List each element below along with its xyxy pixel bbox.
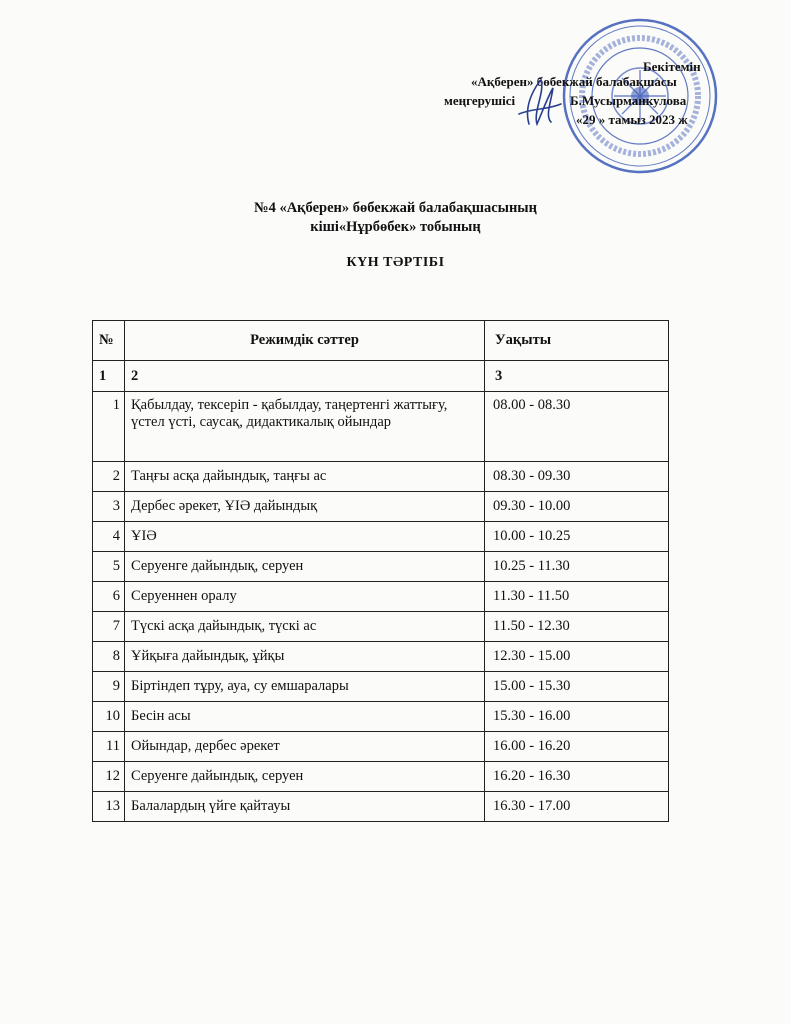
row-activity: Ұйқыға дайындық, ұйқы (125, 642, 485, 672)
table-row (93, 462, 669, 492)
table-header-row (93, 321, 669, 361)
row-time: 08.00 - 08.30 (485, 392, 669, 462)
row-activity: Бесін асы (125, 702, 485, 732)
index-cell: 3 (485, 361, 669, 392)
row-time: 10.00 - 10.25 (485, 522, 669, 552)
row-activity: Серуенге дайындық, серуен (125, 762, 485, 792)
row-number: 11 (93, 732, 125, 762)
row-activity: Серуеннен оралу (125, 582, 485, 612)
schedule-table (92, 320, 669, 822)
table-row (93, 582, 669, 612)
table-row (93, 762, 669, 792)
row-time: 15.00 - 15.30 (485, 672, 669, 702)
index-cell: 2 (125, 361, 485, 392)
column-index-row (93, 361, 669, 392)
table-row (93, 732, 669, 762)
row-time: 08.30 - 09.30 (485, 462, 669, 492)
table-row (93, 792, 669, 822)
table-row (93, 392, 669, 462)
table-row (93, 612, 669, 642)
heading-line-1: №4 «Ақберен» бөбекжай балабақшасының (254, 200, 537, 216)
header-number: № (93, 321, 125, 361)
header-activity: Режимдік сәттер (125, 321, 485, 361)
row-time: 10.25 - 11.30 (485, 552, 669, 582)
row-activity: Серуенге дайындық, серуен (125, 552, 485, 582)
row-number: 6 (93, 582, 125, 612)
row-time: 12.30 - 15.00 (485, 642, 669, 672)
row-activity: Біртіндеп тұру, ауа, су емшаралары (125, 672, 485, 702)
row-number: 5 (93, 552, 125, 582)
row-time: 16.00 - 16.20 (485, 732, 669, 762)
approval-date: «29 » тамыз 2023 ж (576, 112, 688, 127)
table-row (93, 522, 669, 552)
row-number: 8 (93, 642, 125, 672)
page-title: КҮН ТӘРТІБІ (346, 255, 445, 270)
index-cell: 1 (93, 361, 125, 392)
row-time: 16.20 - 16.30 (485, 762, 669, 792)
kindergarten-name: «Ақберен» бөбекжай балабақшасы (471, 74, 677, 89)
manager-name: Б.Мусырманкулова (570, 93, 687, 108)
approved-label: Бекітемін (643, 59, 701, 74)
row-activity: Қабылдау, тексеріп - қабылдау, таңертенгі жаттығу, үстел үсті, саусақ, дидактикалық ойындар (125, 392, 485, 462)
row-time: 16.30 - 17.00 (485, 792, 669, 822)
table-row (93, 702, 669, 732)
row-number: 12 (93, 762, 125, 792)
approval-block (0, 0, 791, 160)
table-row (93, 552, 669, 582)
row-number: 9 (93, 672, 125, 702)
row-time: 11.50 - 12.30 (485, 612, 669, 642)
row-activity: Таңғы асқа дайындық, таңғы ас (125, 462, 485, 492)
row-number: 13 (93, 792, 125, 822)
row-activity: Дербес әрекет, ҰІӘ дайындық (125, 492, 485, 522)
row-time: 15.30 - 16.00 (485, 702, 669, 732)
row-activity: ҰІӘ (125, 522, 485, 552)
row-number: 1 (93, 392, 125, 462)
signature-icon (515, 74, 563, 132)
row-number: 2 (93, 462, 125, 492)
row-number: 7 (93, 612, 125, 642)
header-time: Уақыты (485, 321, 669, 361)
row-number: 10 (93, 702, 125, 732)
row-activity: Балалардың үйге қайтауы (125, 792, 485, 822)
heading-line-2: кіші«Нұрбөбек» тобының (310, 219, 481, 235)
row-activity: Түскі асқа дайындық, түскі ас (125, 612, 485, 642)
table-row (93, 642, 669, 672)
table-row (93, 492, 669, 522)
row-time: 11.30 - 11.50 (485, 582, 669, 612)
row-time: 09.30 - 10.00 (485, 492, 669, 522)
row-activity: Ойындар, дербес әрекет (125, 732, 485, 762)
row-number: 3 (93, 492, 125, 522)
table-row (93, 672, 669, 702)
row-number: 4 (93, 522, 125, 552)
manager-label: меңгерушісі (444, 93, 516, 108)
document-heading (0, 199, 791, 237)
